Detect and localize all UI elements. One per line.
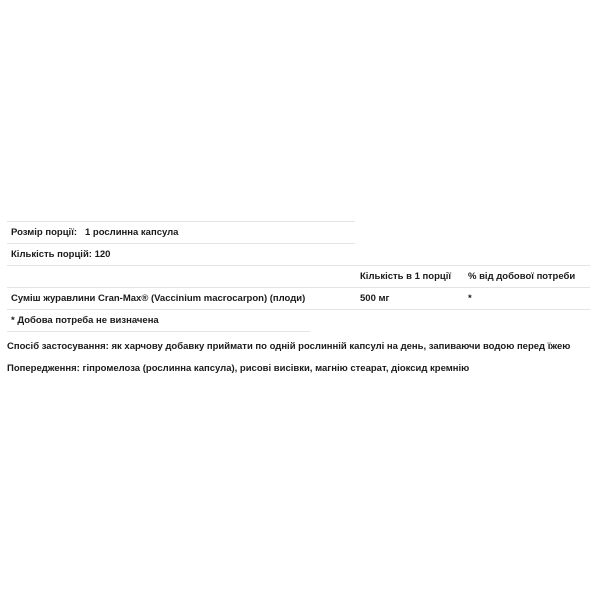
serving-size-label: Розмір порції:: [11, 227, 78, 238]
warnings: [7, 363, 469, 374]
ingredient-amount: 500 мг: [360, 293, 390, 304]
servings-count: [11, 249, 110, 260]
servings-count-value: 120: [94, 249, 111, 260]
footnote: * Добова потреба не визначена: [11, 315, 159, 326]
divider: [7, 265, 590, 266]
usage-label: Спосіб застосування:: [7, 341, 109, 352]
ingredient-dv: *: [468, 293, 472, 304]
usage-text: як харчову добавку приймати по одній рослинній капсулі на день, запиваючи водою перед їжею: [111, 341, 571, 352]
warnings-label: Попередження:: [7, 363, 80, 374]
header-daily-value: % від добової потреби: [468, 271, 576, 282]
divider: [7, 243, 355, 244]
warnings-text: гіпромелоза (рослинна капсула), рисові висівки, магнію стеарат, діоксид кремнію: [82, 363, 470, 374]
divider: [7, 221, 355, 222]
servings-count-label: Кількість порцій:: [11, 249, 92, 260]
ingredient-name: Суміш журавлини Cran-Max® (Vaccinium macrocarpon) (плоди): [11, 293, 306, 304]
header-amount: Кількість в 1 порції: [360, 271, 452, 282]
divider: [7, 309, 590, 310]
usage-instructions: [7, 341, 570, 352]
divider: [7, 287, 590, 288]
serving-size-value: 1 рослинна капсула: [84, 227, 179, 238]
divider: [7, 331, 310, 332]
serving-size: [11, 227, 178, 238]
